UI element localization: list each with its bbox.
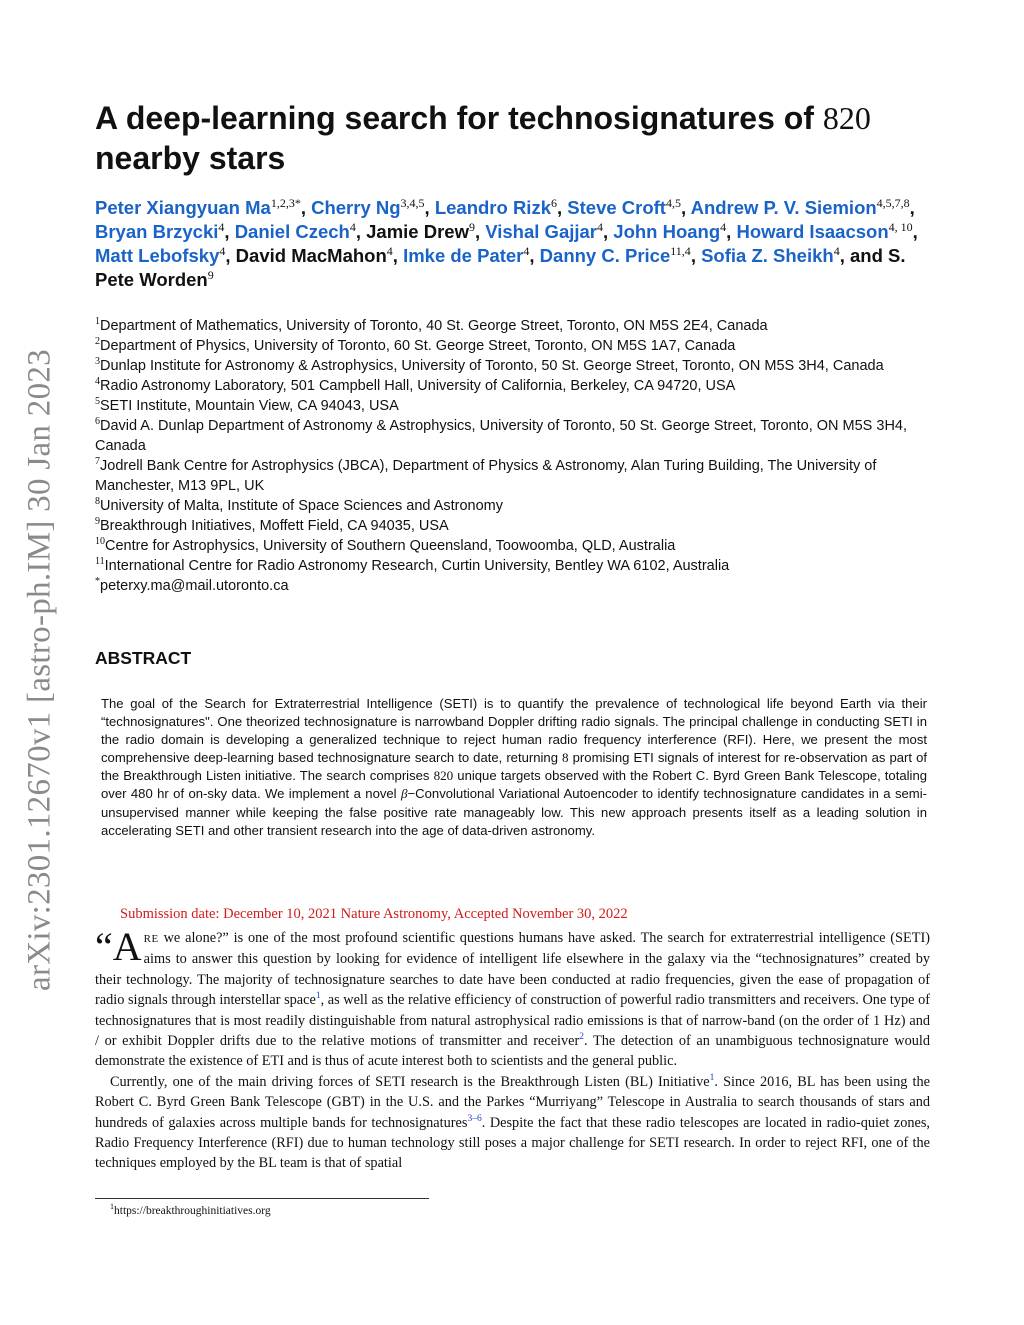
affiliation-marker: 10 (95, 536, 105, 548)
abstract-part: unique targets observed with the Robert C. Byrd Green Bank Telescope, totaling over 480 hr of on-sky data. We implement a novel (101, 768, 928, 802)
author-affiliation-marker: 4 (349, 219, 356, 234)
author-separator: , (392, 245, 404, 266)
footnote-marker: 1 (110, 1202, 114, 1212)
author-separator: , (690, 245, 702, 266)
affiliation-text: Breakthrough Initiatives, Moffett Field, CA 94035, USA (100, 518, 449, 534)
author-name[interactable]: Sofia Z. Sheikh (701, 245, 834, 266)
abstract-number: 820 (433, 768, 454, 784)
affiliation-marker: * (95, 576, 100, 588)
author-name[interactable]: Bryan Brzycki (95, 221, 219, 242)
author-affiliation-marker: 4 (219, 243, 226, 258)
affiliation-list (95, 316, 945, 596)
author-affiliation-marker: 1,2,3* (270, 195, 301, 210)
author-name[interactable]: Matt Lebofsky (95, 245, 220, 266)
abstract-number: 8 (562, 750, 569, 766)
citation-link[interactable]: 2 (579, 1032, 585, 1043)
author-affiliation-marker: 4 (597, 219, 603, 234)
affiliation-marker: 9 (95, 516, 100, 528)
author-name[interactable]: Steve Croft (567, 197, 666, 218)
author-separator: , (912, 221, 918, 242)
author-affiliation-marker: 3,4,5 (400, 195, 425, 210)
body-run: Currently, one of the main driving forces of SETI research is the Breakthrough Listen (BL) Initiative (110, 1073, 710, 1090)
affiliation-marker: 3 (95, 356, 100, 368)
paper-title (95, 98, 935, 178)
affiliation (95, 316, 945, 336)
body-run: . Since 2016, BL has been using the Robert C. Byrd Green Bank Telescope (GBT) in the U.S. and the Parkes “Murriyang” Telescope in Australia to search thousands of stars and hundreds of galaxies across multiple bands for technosignatures (95, 1073, 930, 1131)
author-name: Jamie Drew (366, 221, 469, 242)
author-affiliation-marker: 4 (386, 243, 393, 258)
affiliation (95, 516, 945, 536)
small-caps-text: RE (143, 933, 159, 945)
affiliation-text: Department of Mathematics, University of Toronto, 40 St. George Street, Toronto, ON M5S 2E4, Canada (100, 318, 768, 334)
abstract-part: −Convolutional Variational Autoencoder to identify technosignature candidates in a semi-unsupervised manner while keeping the false positive rate manageably low. This new approach presents itself as a leading solution in accelerating SETI and other transient research into the age of data-driven astronomy. (101, 786, 927, 838)
footnote (110, 1202, 271, 1217)
citation-link[interactable]: 3–6 (467, 1113, 482, 1124)
affiliation-marker: 4 (95, 376, 100, 388)
affiliation (95, 576, 945, 596)
author-name[interactable]: Imke de Pater (403, 245, 524, 266)
affiliation (95, 556, 945, 576)
drop-cap (95, 924, 142, 969)
abstract-beta-symbol: β (401, 786, 408, 802)
affiliation-marker: 5 (95, 396, 100, 408)
author-name[interactable]: John Hoang (613, 221, 721, 242)
author-affiliation-marker: 4, 10 (888, 219, 913, 234)
affiliation (95, 536, 945, 556)
author-affiliation-marker: 4,5 (665, 195, 681, 210)
body-text (95, 924, 930, 1174)
affiliation (95, 396, 945, 416)
abstract-part: The goal of the Search for Extraterrestrial Intelligence (SETI) is to quantify the prevalence of technological life beyond Earth via their “technosignatures". One theorized technosignature is narrowband Doppler drifting radio signals. The principal challenge in conducting SETI in the radio domain is developing a generalized technique to reject human radio frequency interference (RFI). Here, we present the most comprehensive deep-learning based technosignature search to date, returning (101, 696, 927, 766)
arxiv-id: arXiv:2301.12670v1 [astro-ph.IM] 30 Jan 2023 (21, 349, 58, 991)
author-affiliation-marker: 11,4 (670, 243, 691, 258)
arxiv-sidebar-stamp (16, 340, 64, 1000)
affiliation-marker: 7 (95, 456, 100, 468)
title-text: A deep-learning search for technosignatures of (95, 100, 814, 136)
author-name[interactable]: Vishal Gajjar (485, 221, 597, 242)
author-separator: , (300, 197, 312, 218)
affiliation-text: Centre for Astrophysics, University of Southern Queensland, Toowoomba, QLD, Australia (105, 538, 676, 554)
body-run: . Despite the fact that these radio telescopes are located in radio-quiet zones, Radio Frequency Interference (RFI) due to human technology still poses a major challenge for SETI research. In order to reject RFI, one of the techniques employed by the BL team is that of spatial (95, 1114, 930, 1172)
affiliation (95, 336, 945, 356)
author-name[interactable]: Cherry Ng (311, 197, 401, 218)
affiliation-marker: 1 (95, 316, 100, 328)
author-affiliation-marker: 4 (523, 243, 530, 258)
drop-cap-letter: A (112, 924, 142, 969)
author-name[interactable]: Andrew P. V. Siemion (690, 197, 877, 218)
footnote-url[interactable]: https://breakthroughinitiatives.org (114, 1205, 271, 1217)
affiliation (95, 356, 945, 376)
contact-email[interactable]: peterxy.ma@mail.utoronto.ca (100, 578, 289, 594)
author-separator: , (557, 197, 568, 218)
submission-date: Submission date: December 10, 2021 Nature Astronomy, Accepted November 30, 2022 (120, 906, 628, 922)
author-separator: , (224, 221, 235, 242)
affiliation-text: Dunlap Institute for Astronomy & Astrophysics, University of Toronto, 50 St. George Street, Toronto, ON M5S 3H4, Canada (100, 358, 884, 374)
author-separator: , (474, 221, 486, 242)
author-name: S. Pete Worden (95, 245, 906, 290)
title-number: 820 (822, 100, 871, 136)
affiliation-text: David A. Dunlap Department of Astronomy & Astrophysics, University of Toronto, 50 St. George Street, Toronto, ON M5S 3H4, Canada (95, 418, 908, 454)
author-affiliation-marker: 4 (833, 243, 840, 258)
drop-cap-quote: “ (95, 924, 113, 969)
author-separator: , (680, 197, 691, 218)
author-separator: , (603, 221, 614, 242)
affiliation-marker: 6 (95, 416, 100, 428)
paragraph (95, 1072, 930, 1174)
affiliation-marker: 2 (95, 336, 100, 348)
author-separator: , (424, 197, 435, 218)
title-text-line2: nearby stars (95, 140, 286, 176)
affiliation-marker: 8 (95, 496, 100, 508)
author-affiliation-marker: 6 (551, 195, 557, 210)
affiliation-text: Department of Physics, University of Toronto, 60 St. George Street, Toronto, ON M5S 1A7, Canada (100, 338, 736, 354)
author-name[interactable]: Daniel Czech (234, 221, 350, 242)
abstract-part: promising ETI signals of interest for re-observation as part of the Breakthrough Listen initiative. The search comprises (101, 750, 928, 784)
author-affiliation-marker: 4 (218, 219, 225, 234)
author-name[interactable]: Leandro Rizk (434, 197, 551, 218)
author-separator: , (355, 221, 367, 242)
affiliation-text: Radio Astronomy Laboratory, 501 Campbell Hall, University of California, Berkeley, CA 94720, USA (100, 378, 736, 394)
affiliation (95, 416, 945, 456)
affiliation-text: University of Malta, Institute of Space Sciences and Astronomy (100, 498, 503, 514)
author-name[interactable]: Peter Xiangyuan Ma (95, 197, 271, 218)
author-affiliation-marker: 9 (468, 219, 475, 234)
paragraph (95, 924, 930, 1072)
author-separator: , (726, 221, 737, 242)
body-run: we alone?” is one of the most profound scientific questions humans have asked. The search for extraterrestrial intelligence (SETI) aims to answer this question by looking for evidence of intelligent life elsewhere in the galaxy via the “technosignatures” created by their technology. The majority of technosignature searches to date have been conducted at radio frequencies, given the ease of propagation of radio signals through interstellar space (95, 930, 930, 1009)
author-separator: , (225, 245, 236, 266)
affiliation-text: International Centre for Radio Astronomy Research, Curtin University, Bentley WA 6102, Australia (104, 558, 730, 574)
author-separator: , and (839, 245, 889, 266)
affiliation-text: Jodrell Bank Centre for Astrophysics (JBCA), Department of Physics & Astronomy, Alan Turing Building, The University of Manchester, M13 9PL, UK (95, 458, 877, 494)
author-affiliation-marker: 4 (720, 219, 727, 234)
author-affiliation-marker: 4,5,7,8 (876, 195, 910, 210)
affiliation-text: SETI Institute, Mountain View, CA 94043, USA (100, 398, 399, 414)
citation-link[interactable]: 1 (709, 1073, 715, 1084)
author-list (95, 196, 940, 292)
author-name: David MacMahon (235, 245, 387, 266)
author-name[interactable]: Howard Isaacson (736, 221, 889, 242)
author-name[interactable]: Danny C. Price (539, 245, 671, 266)
abstract-text (101, 695, 927, 840)
footnote-rule (95, 1198, 429, 1199)
affiliation (95, 496, 945, 516)
affiliation-marker: 11 (95, 556, 105, 568)
author-affiliation-marker: 9 (207, 267, 214, 282)
body-run: . The detection of an unambiguous technosignature would demonstrate the existence of ETI and is thus of acute interest both to scientists and the general public. (95, 1033, 930, 1070)
abstract-heading: ABSTRACT (95, 648, 192, 668)
body-run: , as well as the relative efficiency of construction of powerful radio transmitters and receivers. One type of technosignatures that is most readily distinguishable from natural astrophysical radio emissions is that of narrow-band (on the order of 1 Hz) and / or exhibit Doppler drifts due to the relative motions of transmitter and receiver (95, 992, 930, 1050)
affiliation (95, 376, 945, 396)
author-separator: , (909, 197, 915, 218)
author-separator: , (529, 245, 540, 266)
affiliation (95, 456, 945, 496)
citation-link[interactable]: 1 (315, 991, 321, 1002)
